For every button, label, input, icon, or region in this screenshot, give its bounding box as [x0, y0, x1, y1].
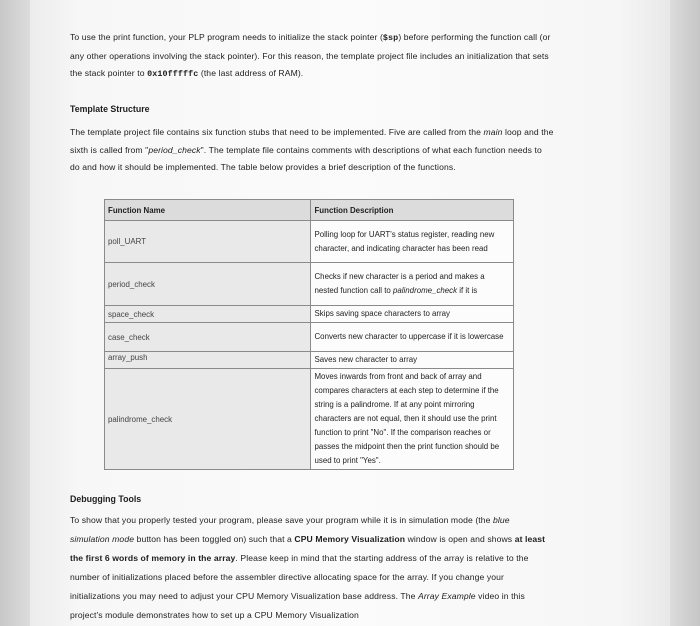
- function-name-cell: poll_UART: [105, 221, 311, 263]
- right-edge-shadow: [670, 0, 700, 626]
- debugging-tools-heading: Debugging Tools: [70, 494, 142, 504]
- intro-paragraph: To use the print function, your PLP program needs to initialize the stack pointer ($sp) before performing the function call (or any other operations involving the stack pointer). For this reason, the template project file includes an initialization that sets the stack pointer to 0x10fffffc (the last address of RAM).: [70, 32, 551, 79]
- table-row: [105, 221, 514, 263]
- table-row: [105, 369, 514, 470]
- table-row: [105, 323, 514, 352]
- column-header-name: Function Name: [105, 200, 311, 221]
- function-name-cell: palindrome_check: [105, 369, 311, 470]
- function-name-cell: space_check: [105, 306, 311, 323]
- function-name-cell: period_check: [105, 263, 311, 306]
- function-name-cell: array_push: [105, 352, 311, 369]
- table-row: [105, 263, 514, 306]
- column-header-description: Function Description: [311, 200, 514, 221]
- function-description-cell: Checks if new character is a period and makes a nested function call to palindrome_check if it is: [311, 263, 514, 306]
- function-description-cell: Polling loop for UART's status register, reading new character, and indicating character has been read: [311, 221, 514, 263]
- function-description-cell: Converts new character to uppercase if it is lowercase: [311, 323, 514, 352]
- function-table: [104, 199, 514, 470]
- left-edge-shadow: [0, 0, 30, 626]
- function-description-cell: Skips saving space characters to array: [311, 306, 514, 323]
- template-structure-paragraph: The template project file contains six function stubs that need to be implemented. Five are called from the main loop and the sixth is called from "period_check". The template file contains comments with descriptions of what each function needs to do and how it should be implemented. The table below provides a brief description of the functions.: [70, 127, 554, 173]
- function-description-cell: Saves new character to array: [311, 352, 514, 369]
- table-header-row: [105, 200, 514, 221]
- function-name-cell: case_check: [105, 323, 311, 352]
- document-page: [30, 0, 670, 626]
- function-description-cell: Moves inwards from front and back of array and compares characters at each step to determine if the string is a palindrome. If at any point mirroring characters are not equal, then it should use the print function to print "No". If the comparison reaches or passes the midpoint then the print function should be used to print "Yes".: [311, 369, 514, 470]
- sp-register-code: $sp: [382, 33, 399, 43]
- debugging-tools-paragraph: To show that you properly tested your program, please save your program while it is in simulation mode (the blue simulation mode button has been toggled on) such that a CPU Memory Visualization window is open and shows at least the first 6 words of memory in the array. Please keep in mind that the starting address of the array is relative to the number of initializations placed before the assembler directive allocating space for the array. If you change your initializations you may need to adjust your CPU Memory Visualization base address. The Array Example video in this project's module demonstrates how to set up a CPU Memory Visualization: [70, 515, 546, 620]
- stack-address-code: 0x10fffffc: [147, 69, 199, 79]
- table-row: [105, 306, 514, 323]
- template-structure-heading: Template Structure: [70, 104, 150, 114]
- table-row: [105, 352, 514, 369]
